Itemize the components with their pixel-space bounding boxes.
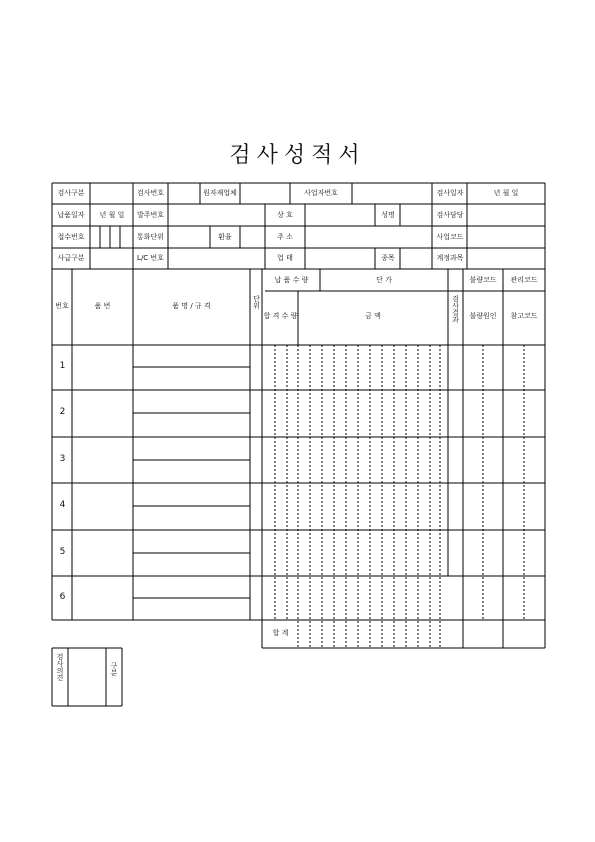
label-business-no: 사업자번호 (304, 189, 338, 197)
col-inspection-result: 검사결과 (452, 295, 459, 324)
label-material-vendor: 원자재업체 (203, 189, 237, 197)
col-defect-reason: 불량원인 (469, 312, 497, 320)
value-delivery-date: 년 월 일 (99, 211, 125, 219)
label-rep-name: 성명 (381, 211, 395, 219)
col-unit-price: 단 가 (376, 276, 392, 284)
approval-label-right: 구 분 (110, 662, 118, 677)
col-number: 번호 (55, 302, 69, 310)
label-order-no: 발주번호 (136, 211, 165, 219)
row-number: 3 (59, 454, 66, 464)
row-number: 5 (59, 547, 66, 557)
row-number: 4 (59, 500, 66, 510)
label-business-type: 업 태 (277, 254, 293, 262)
col-item-code: 품 번 (94, 302, 111, 310)
label-exchange-rate: 환율 (218, 233, 232, 241)
col-amount: 금 액 (365, 312, 381, 320)
label-delivery-date: 납품일자 (57, 211, 85, 219)
row-number: 6 (59, 592, 66, 602)
col-unit: 단위 (253, 295, 260, 310)
label-inspection-no: 검사번호 (136, 189, 165, 197)
col-defect-code: 불량코드 (469, 276, 497, 284)
col-item-name-spec: 품 명 / 규 격 (172, 302, 211, 310)
label-supply-type: 사급구분 (57, 254, 85, 262)
document-title: 검사성적서 (229, 143, 366, 168)
row-number: 2 (59, 407, 66, 417)
label-inspection-type: 검사구분 (57, 189, 85, 197)
label-currency: 통화단위 (136, 233, 165, 241)
label-address: 주 소 (277, 233, 293, 241)
label-account: 계정과목 (436, 254, 464, 262)
col-pass-qty: 합 격 수 량 (263, 312, 298, 320)
col-delivery-qty: 납 품 수 량 (274, 276, 309, 284)
label-lc-no: L/C 번호 (137, 254, 164, 262)
col-management-code: 관리코드 (510, 276, 538, 284)
row-number: 1 (59, 361, 66, 371)
label-inspection-date: 검사일자 (436, 189, 464, 197)
col-reference-code: 참고코드 (510, 312, 538, 320)
value-inspection-date: 년 월 일 (493, 189, 519, 197)
total-label: 합 계 (272, 629, 289, 637)
label-business-item: 종목 (381, 254, 395, 262)
label-company-name: 상 호 (277, 211, 293, 219)
label-inspector: 검사담당 (436, 211, 464, 219)
approval-label-left: 검사의견 (56, 653, 64, 682)
label-receipt-no: 접수번호 (57, 233, 85, 241)
label-business-code: 사업코드 (436, 233, 464, 241)
